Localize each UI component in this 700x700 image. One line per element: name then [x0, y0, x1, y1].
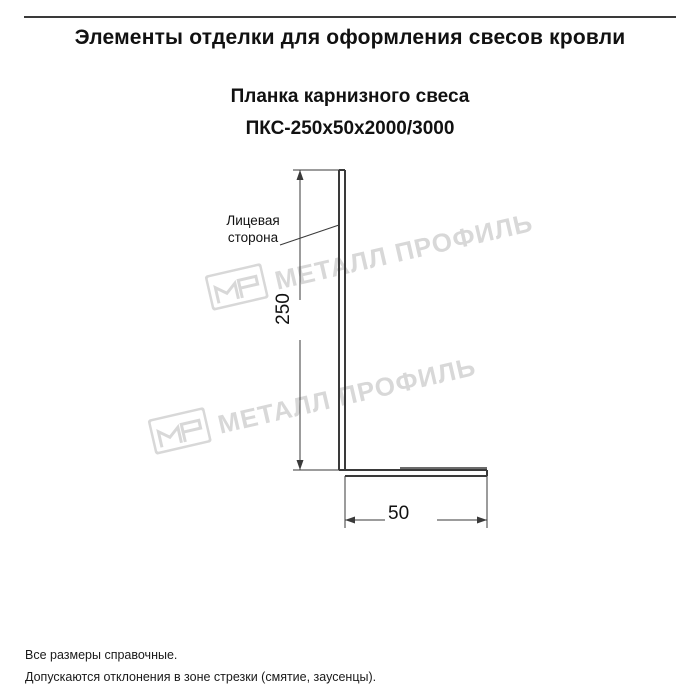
dim-250-arrow-bottom: [297, 460, 304, 470]
face-side-label: [208, 212, 298, 246]
dim-250-arrow-top: [297, 170, 304, 180]
dim-50-arrow-right: [477, 517, 487, 524]
face-side-label-line2: сторона: [227, 230, 279, 245]
face-side-label-line1: Лицевая: [226, 213, 280, 228]
watermark-text: МЕТАЛЛ ПРОФИЛЬ: [272, 207, 536, 296]
dimension-height-text: 250: [272, 293, 294, 325]
product-code: ПКС-250х50х2000/3000: [245, 118, 455, 139]
footer-note-1: Все размеры справочные.: [25, 648, 178, 662]
product-name: Планка карнизного свеса: [230, 86, 470, 107]
dim-50-arrow-left: [345, 517, 355, 524]
dimension-width-text: 50: [388, 503, 410, 524]
watermark-text: МЕТАЛЛ ПРОФИЛЬ: [215, 351, 479, 440]
footer-note-2: Допускаются отклонения в зоне стрезки (смятие, заусенцы).: [25, 670, 377, 684]
page-title: Элементы отделки для оформления свесов кровли: [74, 26, 626, 49]
